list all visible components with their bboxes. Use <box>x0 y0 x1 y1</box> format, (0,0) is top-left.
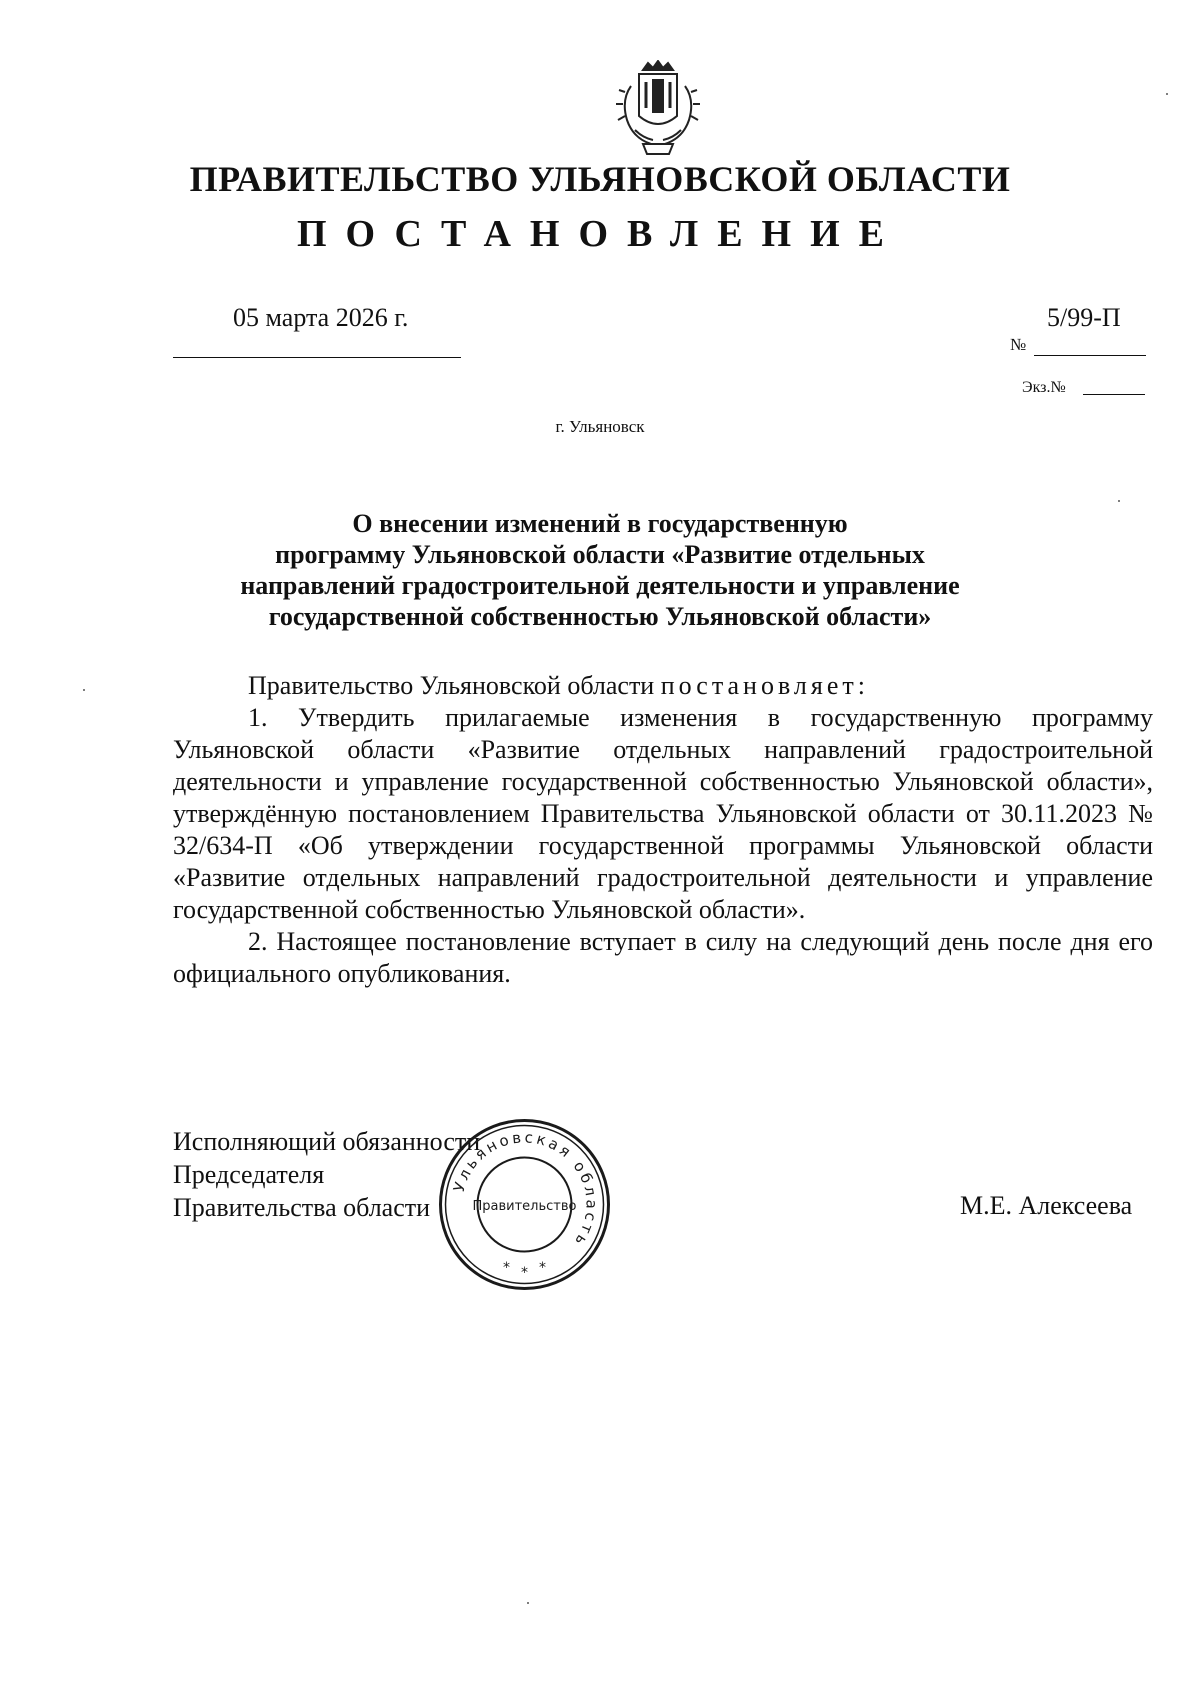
city-name: г. Ульяновск <box>555 417 645 436</box>
subject-line: государственной собственностью Ульяновской области» <box>268 602 932 631</box>
document-date: 05 марта 2026 г. <box>233 303 409 332</box>
preamble-verb: постановляет: <box>660 671 869 700</box>
point-1: 1. Утвердить прилагаемые изменения в государственную программу Ульяновской области «Развитие отдельных направлений градостроительной деятельности и управление государственной собственностью Ульяновской области», утверждённую постановлением Правительства Ульяновской области от 30.11.2023 № 32/634-П «Об утверждении государственной программы Ульяновской области «Развитие отдельных направлений градостроительной деятельности и управление государственной собственностью Ульяновской области». <box>173 703 1153 924</box>
scan-speck <box>83 689 85 691</box>
subject-line: направлений градостроительной деятельности и управление <box>240 571 960 600</box>
document-body <box>173 670 1153 990</box>
position-line: Исполняющий обязанности <box>173 1127 481 1156</box>
signatory-name: М.Е. Алексеева <box>960 1191 1133 1220</box>
point-2: 2. Настоящее постановление вступает в силу на следующий день после дня его официального опубликования. <box>173 927 1153 988</box>
document-number: 5/99-П <box>1047 303 1121 332</box>
copy-number-label: Экз.№ <box>1022 379 1066 396</box>
preamble <box>173 670 1153 702</box>
number-underline <box>1034 355 1146 356</box>
position-line: Председателя <box>173 1160 325 1189</box>
coat-of-arms-icon <box>613 60 703 160</box>
svg-text:*: * <box>521 1265 528 1281</box>
svg-text:*: * <box>539 1260 546 1276</box>
date-underline <box>173 357 461 358</box>
subject-line: программу Ульяновской области «Развитие отдельных <box>275 540 925 569</box>
scan-speck <box>527 1602 529 1604</box>
subject-line: О внесении изменений в государственную <box>352 509 848 538</box>
government-name: ПРАВИТЕЛЬСТВО УЛЬЯНОВСКОЙ ОБЛАСТИ <box>189 159 1011 199</box>
scan-speck <box>1118 500 1120 502</box>
number-sign: № <box>1010 335 1027 354</box>
document-subject <box>150 508 1050 632</box>
svg-text:Ульяновская область: Ульяновская область <box>449 1128 601 1252</box>
svg-text:*: * <box>503 1260 510 1276</box>
document-type-title: ПОСТАНОВЛЕНИЕ <box>296 213 904 255</box>
scan-speck <box>1166 93 1168 95</box>
copy-number-underline <box>1083 394 1145 395</box>
official-seal-stamp <box>437 1117 612 1292</box>
svg-text:Правительство: Правительство <box>472 1199 577 1214</box>
preamble-text: Правительство Ульяновской области <box>248 671 655 700</box>
position-line: Правительства области <box>173 1193 431 1222</box>
signatory-position <box>173 1125 480 1224</box>
